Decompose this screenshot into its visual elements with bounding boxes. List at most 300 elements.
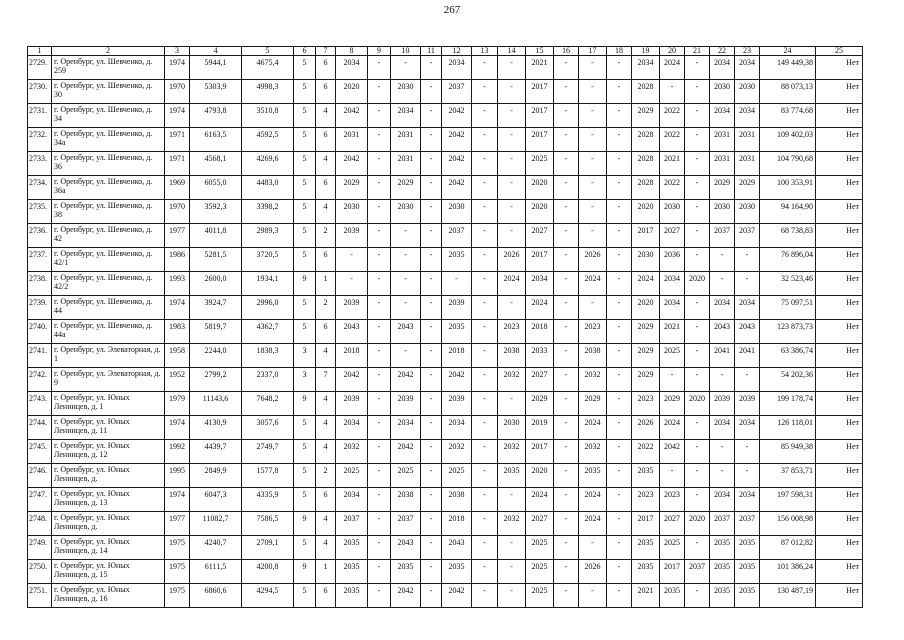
table-cell: 2042 xyxy=(336,368,368,392)
table-row xyxy=(28,80,863,104)
table-cell: 2022 xyxy=(660,104,685,128)
row-number-cell: 2730. xyxy=(28,80,52,104)
table-cell: 2 xyxy=(316,224,336,248)
table-cell: 2034 xyxy=(660,296,685,320)
table-cell: 2021 xyxy=(660,320,685,344)
table-cell: Нет xyxy=(816,56,863,80)
table-cell: - xyxy=(472,392,498,416)
table-cell: 5 xyxy=(294,200,316,224)
table-cell: Нет xyxy=(816,512,863,536)
table-cell: 2025 xyxy=(660,344,685,368)
table-cell: - xyxy=(368,152,391,176)
table-cell: 2025 xyxy=(660,536,685,560)
table-cell: 2030 xyxy=(336,200,368,224)
table-cell: 2039 xyxy=(442,296,472,320)
table-cell: 2020 xyxy=(632,296,660,320)
table-cell: 4675,4 xyxy=(242,56,294,80)
table-cell: 2035 xyxy=(735,584,760,608)
table-cell: 2041 xyxy=(735,344,760,368)
row-number-cell: 2746. xyxy=(28,464,52,488)
table-cell: 1969 xyxy=(165,176,190,200)
table-cell: - xyxy=(554,272,579,296)
row-number-cell: 2731. xyxy=(28,104,52,128)
table-cell: - xyxy=(685,536,710,560)
table-cell: 2030 xyxy=(632,248,660,272)
table-cell: Нет xyxy=(816,320,863,344)
table-cell: - xyxy=(685,224,710,248)
table-cell: 2042 xyxy=(442,368,472,392)
table-cell: - xyxy=(472,440,498,464)
table-cell: 2022 xyxy=(632,440,660,464)
table-cell: 2034 xyxy=(391,416,421,440)
table-cell: - xyxy=(579,104,607,128)
table-cell: - xyxy=(368,488,391,512)
row-number-cell: 2741. xyxy=(28,344,52,368)
table-cell: - xyxy=(607,464,632,488)
table-cell: 6 xyxy=(316,488,336,512)
table-cell: - xyxy=(554,368,579,392)
table-cell: - xyxy=(391,248,421,272)
table-row xyxy=(28,224,863,248)
column-header-9: 9 xyxy=(368,47,391,56)
table-cell: - xyxy=(421,56,442,80)
table-cell: 2035 xyxy=(442,248,472,272)
table-cell: 100 353,91 xyxy=(760,176,816,200)
table-cell: 1 xyxy=(316,272,336,296)
table-cell: 2023 xyxy=(498,320,526,344)
table-cell: 2027 xyxy=(660,512,685,536)
table-cell: 2 xyxy=(316,296,336,320)
table-cell: 2031 xyxy=(735,152,760,176)
table-cell: 2035 xyxy=(579,464,607,488)
table-cell: - xyxy=(421,272,442,296)
table-cell: - xyxy=(472,176,498,200)
table-cell: 87 012,82 xyxy=(760,536,816,560)
table-cell: - xyxy=(472,512,498,536)
table-row xyxy=(28,536,863,560)
table-cell: - xyxy=(607,296,632,320)
table-cell: 5 xyxy=(294,128,316,152)
table-cell: - xyxy=(472,272,498,296)
table-cell: Нет xyxy=(816,584,863,608)
table-cell: 9 xyxy=(294,512,316,536)
table-cell: 2037 xyxy=(391,512,421,536)
table-cell: - xyxy=(607,368,632,392)
table-cell: 2029 xyxy=(632,104,660,128)
table-row xyxy=(28,128,863,152)
address-cell: г. Оренбург, ул. Юных Ленинцев, д. 13 xyxy=(52,488,165,512)
table-cell: 2020 xyxy=(526,464,554,488)
table-cell: Нет xyxy=(816,152,863,176)
table-cell: - xyxy=(685,104,710,128)
table-cell: 4130,9 xyxy=(190,416,242,440)
table-cell: 4011,8 xyxy=(190,224,242,248)
table-cell: 1977 xyxy=(165,512,190,536)
table-cell: - xyxy=(472,56,498,80)
table-row xyxy=(28,584,863,608)
table-cell: 5 xyxy=(294,152,316,176)
table-header-row xyxy=(28,47,863,56)
table-cell: - xyxy=(421,104,442,128)
table-cell: 2035 xyxy=(442,320,472,344)
table-cell: 2025 xyxy=(526,560,554,584)
table-cell: 4793,8 xyxy=(190,104,242,128)
table-cell: - xyxy=(554,104,579,128)
table-cell: - xyxy=(660,368,685,392)
table-cell: 2020 xyxy=(685,392,710,416)
table-cell: Нет xyxy=(816,440,863,464)
table-cell: - xyxy=(368,56,391,80)
table-cell: - xyxy=(685,152,710,176)
table-cell: 1974 xyxy=(165,488,190,512)
table-cell: 4 xyxy=(316,440,336,464)
table-cell: - xyxy=(607,512,632,536)
address-cell: г. Оренбург, ул. Юных Ленинцев, д. 15 xyxy=(52,560,165,584)
table-cell: 2025 xyxy=(526,152,554,176)
table-cell: 123 873,73 xyxy=(760,320,816,344)
table-cell: 2035 xyxy=(336,536,368,560)
column-header-19: 19 xyxy=(632,47,660,56)
table-cell: - xyxy=(554,464,579,488)
table-cell: - xyxy=(607,416,632,440)
address-cell: г. Оренбург, ул. Юных Ленинцев, д. xyxy=(52,512,165,536)
table-cell: - xyxy=(472,368,498,392)
row-number-cell: 2751. xyxy=(28,584,52,608)
table-cell: 2034 xyxy=(735,296,760,320)
table-cell: 2041 xyxy=(710,344,735,368)
table-cell: 4 xyxy=(316,512,336,536)
table-cell: 5 xyxy=(294,296,316,320)
table-cell: 2023 xyxy=(632,392,660,416)
table-cell: - xyxy=(421,152,442,176)
table-cell: 2035 xyxy=(336,584,368,608)
table-cell: - xyxy=(391,56,421,80)
table-cell: 2034 xyxy=(336,488,368,512)
table-cell: - xyxy=(554,560,579,584)
column-header-18: 18 xyxy=(607,47,632,56)
table-cell: 2849,9 xyxy=(190,464,242,488)
table-cell: 5 xyxy=(294,248,316,272)
table-cell: - xyxy=(660,464,685,488)
table-cell: 5 xyxy=(294,320,316,344)
table-cell: 2035 xyxy=(632,536,660,560)
table-cell: - xyxy=(554,320,579,344)
table-cell: Нет xyxy=(816,392,863,416)
column-header-17: 17 xyxy=(579,47,607,56)
table-cell: 2027 xyxy=(526,368,554,392)
table-cell: 149 449,38 xyxy=(760,56,816,80)
table-cell: 83 774,68 xyxy=(760,104,816,128)
table-cell: 2024 xyxy=(579,272,607,296)
table-cell: 4 xyxy=(316,152,336,176)
table-cell: 2749,7 xyxy=(242,440,294,464)
table-cell: 2043 xyxy=(336,320,368,344)
table-cell: 5303,9 xyxy=(190,80,242,104)
table-cell: - xyxy=(579,128,607,152)
table-cell: 2024 xyxy=(579,416,607,440)
table-body xyxy=(28,56,863,608)
table-cell: 4335,9 xyxy=(242,488,294,512)
table-cell: - xyxy=(368,512,391,536)
table-cell: - xyxy=(498,200,526,224)
table-cell: 2035 xyxy=(735,536,760,560)
table-cell: 2037 xyxy=(685,560,710,584)
table-cell: 6 xyxy=(316,248,336,272)
table-cell: 2026 xyxy=(579,560,607,584)
table-row xyxy=(28,296,863,320)
table-cell: - xyxy=(498,488,526,512)
address-cell: г. Оренбург, ул. Юных Ленинцев, д. 11 xyxy=(52,416,165,440)
table-cell: 2043 xyxy=(735,320,760,344)
row-number-cell: 2744. xyxy=(28,416,52,440)
table-cell: Нет xyxy=(816,536,863,560)
address-cell: г. Оренбург, ул. Шевченко, д. 259 xyxy=(52,56,165,80)
table-cell: 1952 xyxy=(165,368,190,392)
column-header-7: 7 xyxy=(316,47,336,56)
table-cell: 2042 xyxy=(442,152,472,176)
table-cell: 2035 xyxy=(632,464,660,488)
table-cell: - xyxy=(472,584,498,608)
table-cell: 2039 xyxy=(336,224,368,248)
address-cell: г. Оренбург, ул. Юных Ленинцев, д. 14 xyxy=(52,536,165,560)
table-cell: 5 xyxy=(294,464,316,488)
table-cell: 197 598,31 xyxy=(760,488,816,512)
table-cell: - xyxy=(607,536,632,560)
table-cell: - xyxy=(368,128,391,152)
column-header-11: 11 xyxy=(421,47,442,56)
table-cell: 2023 xyxy=(579,320,607,344)
table-cell: - xyxy=(607,344,632,368)
table-cell: - xyxy=(368,584,391,608)
table-cell: 5 xyxy=(294,488,316,512)
table-cell: 76 896,04 xyxy=(760,248,816,272)
table-row xyxy=(28,368,863,392)
table-cell: - xyxy=(472,224,498,248)
table-cell: 3 xyxy=(294,344,316,368)
table-cell: - xyxy=(368,440,391,464)
table-cell: 2033 xyxy=(526,344,554,368)
table-row xyxy=(28,248,863,272)
table-cell: 2034 xyxy=(442,416,472,440)
table-cell: - xyxy=(421,464,442,488)
table-cell: - xyxy=(607,440,632,464)
table-cell: 1974 xyxy=(165,296,190,320)
table-cell: 2030 xyxy=(660,200,685,224)
table-cell: 2989,3 xyxy=(242,224,294,248)
table-cell: - xyxy=(368,200,391,224)
table-cell: 2036 xyxy=(660,248,685,272)
table-cell: - xyxy=(685,320,710,344)
table-cell: 2024 xyxy=(660,56,685,80)
address-cell: г. Оренбург, ул. Юных Ленинцев, д. 16 xyxy=(52,584,165,608)
table-cell: - xyxy=(607,488,632,512)
table-cell: - xyxy=(554,56,579,80)
table-cell: - xyxy=(735,272,760,296)
table-cell: 2042 xyxy=(442,584,472,608)
table-cell: 2018 xyxy=(336,344,368,368)
table-cell: - xyxy=(498,296,526,320)
table-cell: - xyxy=(472,248,498,272)
table-cell: 2018 xyxy=(442,344,472,368)
table-cell: - xyxy=(472,200,498,224)
table-cell: 2037 xyxy=(735,224,760,248)
table-cell: 1974 xyxy=(165,56,190,80)
table-cell: 1970 xyxy=(165,200,190,224)
table-cell: 1974 xyxy=(165,416,190,440)
table-cell: 2029 xyxy=(735,176,760,200)
table-cell: - xyxy=(554,128,579,152)
table-cell: 2037 xyxy=(336,512,368,536)
table-cell: - xyxy=(554,176,579,200)
table-cell: 2023 xyxy=(632,488,660,512)
table-cell: - xyxy=(554,224,579,248)
table-cell: - xyxy=(579,152,607,176)
table-cell: 2034 xyxy=(391,104,421,128)
table-cell: 1993 xyxy=(165,272,190,296)
table-cell: 2030 xyxy=(391,200,421,224)
table-cell: 5 xyxy=(294,440,316,464)
table-cell: 2035 xyxy=(632,560,660,584)
table-cell: Нет xyxy=(816,104,863,128)
table-cell: - xyxy=(498,80,526,104)
table-cell: Нет xyxy=(816,128,863,152)
table-row xyxy=(28,392,863,416)
table-cell: 9 xyxy=(294,392,316,416)
table-cell: 9 xyxy=(294,272,316,296)
row-number-cell: 2732. xyxy=(28,128,52,152)
table-cell: - xyxy=(498,56,526,80)
table-row xyxy=(28,560,863,584)
table-row xyxy=(28,416,863,440)
column-header-13: 13 xyxy=(472,47,498,56)
table-cell: - xyxy=(472,464,498,488)
table-cell: 1974 xyxy=(165,104,190,128)
table-cell: 3398,2 xyxy=(242,200,294,224)
table-cell: 130 487,19 xyxy=(760,584,816,608)
table-cell: 2026 xyxy=(579,248,607,272)
address-cell: г. Оренбург, ул. Юных Ленинцев, д. 12 xyxy=(52,440,165,464)
table-cell: 2030 xyxy=(498,416,526,440)
table-cell: 2037 xyxy=(442,80,472,104)
table-cell: 4 xyxy=(316,416,336,440)
table-cell: Нет xyxy=(816,368,863,392)
table-cell: - xyxy=(735,440,760,464)
table-cell: 2022 xyxy=(660,176,685,200)
table-cell: - xyxy=(368,320,391,344)
column-header-14: 14 xyxy=(498,47,526,56)
column-header-6: 6 xyxy=(294,47,316,56)
table-cell: Нет xyxy=(816,176,863,200)
table-cell: 6 xyxy=(316,320,336,344)
address-cell: г. Оренбург, ул. Шевченко, д. 36а xyxy=(52,176,165,200)
table-cell: 2025 xyxy=(526,536,554,560)
table-cell: 2034 xyxy=(336,56,368,80)
table-cell: - xyxy=(685,80,710,104)
table-cell: - xyxy=(685,488,710,512)
table-cell: 2026 xyxy=(632,416,660,440)
table-cell: 2024 xyxy=(579,512,607,536)
table-cell: 1986 xyxy=(165,248,190,272)
table-cell: 2042 xyxy=(660,440,685,464)
table-cell: 1975 xyxy=(165,584,190,608)
table-cell: - xyxy=(421,488,442,512)
table-cell: 54 202,36 xyxy=(760,368,816,392)
table-cell: 2042 xyxy=(391,440,421,464)
table-cell: 2018 xyxy=(526,320,554,344)
table-cell: - xyxy=(421,344,442,368)
table-cell: - xyxy=(579,200,607,224)
table-cell: 2030 xyxy=(391,80,421,104)
table-cell: 2023 xyxy=(660,488,685,512)
table-cell: - xyxy=(554,344,579,368)
table-cell: 2037 xyxy=(710,224,735,248)
table-cell: 2042 xyxy=(336,152,368,176)
table-cell: 2030 xyxy=(710,200,735,224)
table-cell: 2337,0 xyxy=(242,368,294,392)
table-cell: 2042 xyxy=(391,368,421,392)
table-cell: - xyxy=(421,560,442,584)
table-cell: Нет xyxy=(816,272,863,296)
table-cell: 2032 xyxy=(336,440,368,464)
table-cell: 4 xyxy=(316,392,336,416)
table-cell: - xyxy=(421,176,442,200)
address-cell: г. Оренбург, ул. Элеваторная, д. 9 xyxy=(52,368,165,392)
table-cell: 2028 xyxy=(632,176,660,200)
address-cell: г. Оренбург, ул. Шевченко, д. 30 xyxy=(52,80,165,104)
address-cell: г. Оренбург, ул. Шевченко, д. 38 xyxy=(52,200,165,224)
table-cell: Нет xyxy=(816,488,863,512)
table-cell: - xyxy=(421,512,442,536)
table-cell: 2026 xyxy=(498,248,526,272)
table-cell: - xyxy=(472,560,498,584)
table-cell: - xyxy=(710,368,735,392)
table-row xyxy=(28,464,863,488)
table-cell: 2017 xyxy=(526,128,554,152)
table-cell: 2017 xyxy=(632,512,660,536)
table-cell: - xyxy=(554,200,579,224)
table-cell: 2024 xyxy=(579,488,607,512)
table-cell: 2027 xyxy=(660,224,685,248)
table-cell: 2021 xyxy=(632,584,660,608)
table-cell: 6055,0 xyxy=(190,176,242,200)
table-cell: - xyxy=(498,584,526,608)
table-cell: 5 xyxy=(294,104,316,128)
table-cell: - xyxy=(554,80,579,104)
table-cell: 4 xyxy=(316,104,336,128)
table-cell: 6 xyxy=(316,176,336,200)
table-cell: 2027 xyxy=(526,224,554,248)
table-cell: 2034 xyxy=(735,416,760,440)
table-cell: 1995 xyxy=(165,464,190,488)
table-cell: 2039 xyxy=(442,392,472,416)
table-cell: 6 xyxy=(316,584,336,608)
table-cell: - xyxy=(442,272,472,296)
table-cell: - xyxy=(554,512,579,536)
table-cell: 2028 xyxy=(632,80,660,104)
table-cell: 2031 xyxy=(710,128,735,152)
table-cell: 4568,1 xyxy=(190,152,242,176)
table-cell: - xyxy=(579,224,607,248)
table-cell: - xyxy=(554,488,579,512)
table-cell: - xyxy=(554,440,579,464)
column-header-22: 22 xyxy=(710,47,735,56)
table-cell: - xyxy=(660,80,685,104)
table-cell: 2020 xyxy=(685,272,710,296)
address-cell: г. Оренбург, ул. Шевченко, д. 42 xyxy=(52,224,165,248)
table-cell: - xyxy=(607,320,632,344)
table-cell: 2042 xyxy=(336,104,368,128)
table-cell: - xyxy=(368,464,391,488)
